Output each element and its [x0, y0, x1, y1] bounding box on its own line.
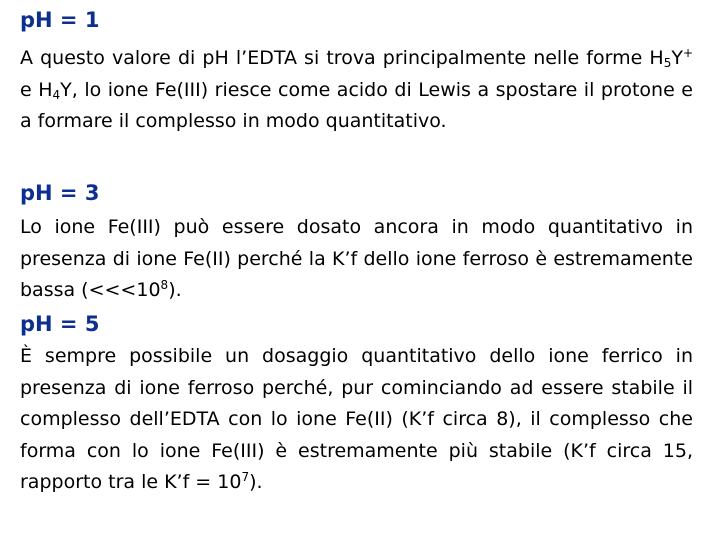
- paragraph-text: È sempre possibile un dosaggio quantitativo dello ione ferrico in presenza di ione ferroso perché, pur cominciando ad essere stabile il complesso dell’EDTA con lo ione Fe(II) (K’f circa 8), il complesso che forma con lo ione Fe(III) è estremamente più stabile (K’f circa 15, rapporto tra le K’f = 10: [20, 345, 693, 493]
- paragraph-text: ).: [168, 279, 182, 301]
- paragraph-text: Lo ione Fe(III) può essere dosato ancora in modo quantitativo in presenza di ione Fe(II) perché la K’f dello ione ferroso è estremamente bassa (<<<10: [20, 216, 693, 301]
- section-paragraph-ph5: [20, 341, 693, 499]
- subscript-text: 4: [52, 87, 61, 102]
- paragraph-text: Y: [671, 47, 683, 69]
- section-paragraph-ph3: [20, 212, 693, 307]
- paragraph-text: A questo valore di pH l’EDTA si trova principalmente nelle forme H: [20, 47, 664, 69]
- paragraph-text: Y, lo ione Fe(III) riesce come acido di Lewis a spostare il protone e a formare il complesso in modo quantitativo.: [20, 78, 693, 132]
- paragraph-text: ).: [249, 471, 263, 493]
- superscript-text: 8: [160, 278, 169, 292]
- subscript-text: 5: [663, 56, 672, 70]
- paragraph-text: e H: [20, 78, 53, 101]
- section-heading-ph5: pH = 5: [20, 312, 100, 336]
- section-heading-ph1: pH = 1: [20, 8, 100, 32]
- section-paragraph-ph1: [20, 43, 693, 138]
- section-heading-ph3: pH = 3: [20, 181, 100, 205]
- superscript-text: +: [682, 46, 693, 60]
- superscript-text: 7: [241, 470, 250, 484]
